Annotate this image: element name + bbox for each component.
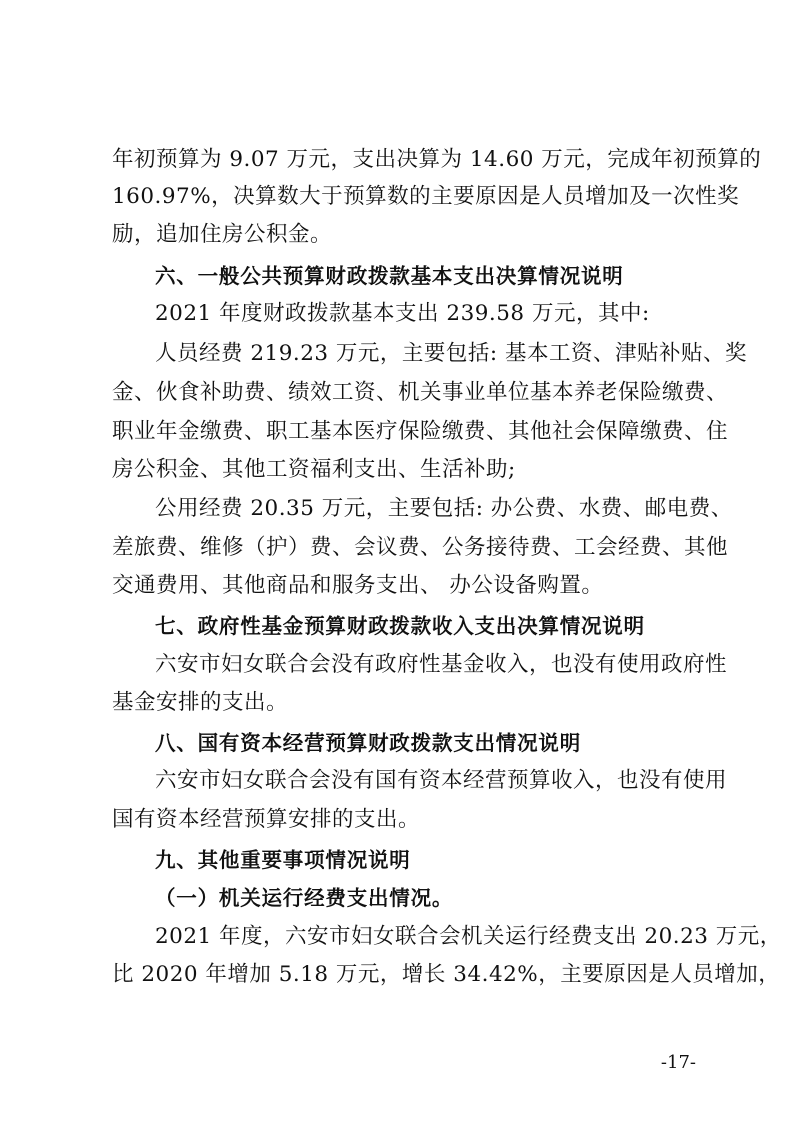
section-heading-9: 九、其他重要事项情况说明 xyxy=(155,848,411,872)
body-text-line: 职业年金缴费、职工基本医疗保险缴费、其他社会保障缴费、住 xyxy=(112,419,729,444)
body-text-line: 六安市妇女联合会没有国有资本经营预算收入，也没有使用 xyxy=(155,768,728,793)
body-text-line: 国有资本经营预算安排的支出。 xyxy=(112,807,421,832)
page-number: -17- xyxy=(660,1052,696,1073)
body-text-line: 人员经费 219.23 万元，主要包括: 基本工资、津贴补贴、奖 xyxy=(155,341,747,366)
body-text-line: 交通费用、其他商品和服务支出、 办公设备购置。 xyxy=(112,573,604,598)
subsection-heading: （一）机关运行经费支出情况。 xyxy=(155,886,454,910)
body-text-line: 基金安排的支出。 xyxy=(112,690,289,715)
body-text-line: 励，追加住房公积金。 xyxy=(112,222,333,247)
body-text-line: 160.97%，决算数大于预算数的主要原因是人员增加及一次性奖 xyxy=(112,184,740,209)
body-text-line: 公用经费 20.35 万元，主要包括: 办公费、水费、邮电费、 xyxy=(155,496,733,521)
body-text-line: 2021 年度财政拨款基本支出 239.58 万元，其中: xyxy=(155,301,650,326)
body-text-line: 金、伙食补助费、绩效工资、机关事业单位基本养老保险缴费、 xyxy=(112,380,729,405)
body-text-line: 2021 年度，六安市妇女联合会机关运行经费支出 20.23 万元， xyxy=(155,924,782,949)
body-text-line: 比 2020 年增加 5.18 万元，增长 34.42%，主要原因是人员增加， xyxy=(112,962,781,987)
body-text-line: 六安市妇女联合会没有政府性基金收入，也没有使用政府性 xyxy=(155,652,728,677)
body-text-line: 年初预算为 9.07 万元，支出决算为 14.60 万元，完成年初预算的 xyxy=(112,147,762,172)
section-heading-8: 八、国有资本经营预算财政拨款支出情况说明 xyxy=(155,731,581,755)
section-heading-6: 六、一般公共预算财政拨款基本支出决算情况说明 xyxy=(155,264,624,288)
body-text-line: 差旅费、维修（护）费、会议费、公务接待费、工会经费、其他 xyxy=(112,535,729,560)
body-text-line: 房公积金、其他工资福利支出、生活补助; xyxy=(112,457,516,482)
section-heading-7: 七、政府性基金预算财政拨款收入支出决算情况说明 xyxy=(155,614,645,638)
